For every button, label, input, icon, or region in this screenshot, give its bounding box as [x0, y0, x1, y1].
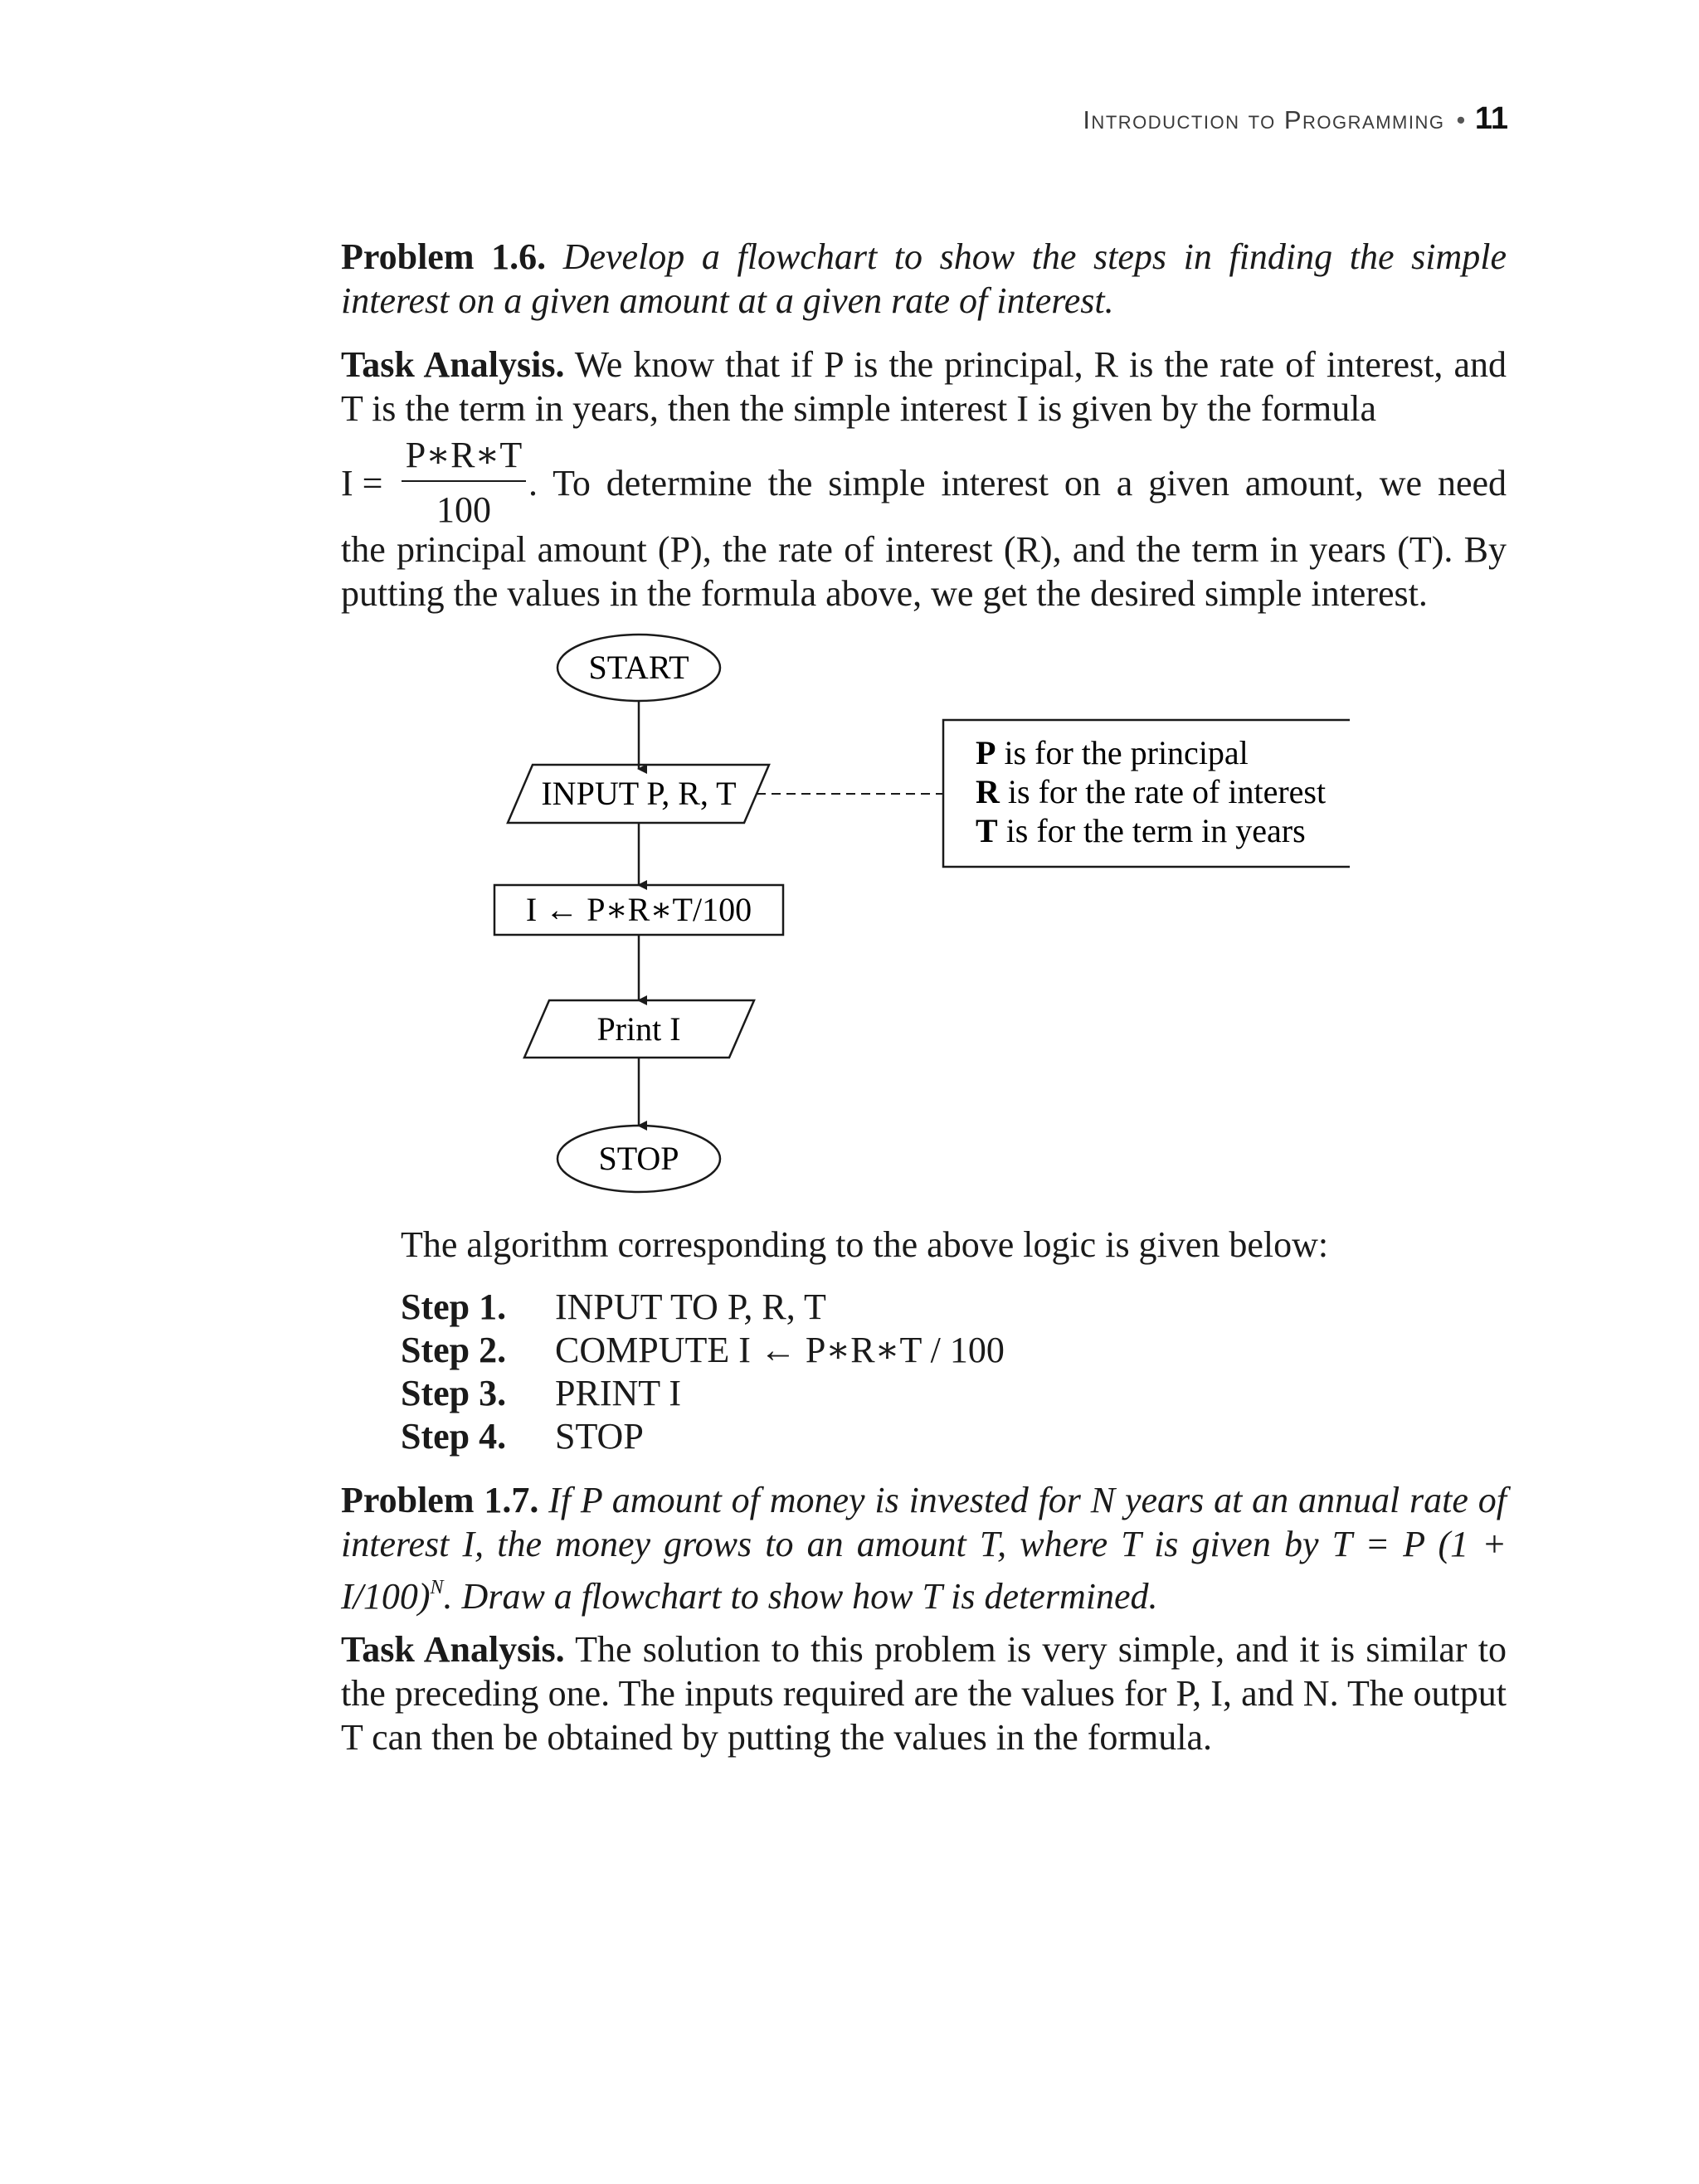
task-analysis-1-7: [341, 1627, 1507, 1759]
algorithm-intro: The algorithm corresponding to the above logic is given below:: [401, 1224, 1329, 1265]
running-title: Introduction to Programming: [1083, 105, 1445, 134]
annotation-line-r: R is for the rate of interest: [976, 773, 1327, 810]
step-label: Step 2.: [401, 1330, 507, 1370]
list-item: [401, 1372, 1005, 1415]
formula-trailing-text: . To determine the simple interest on a given amount, we need: [528, 463, 1507, 503]
algorithm-steps: [401, 1286, 1005, 1458]
annotation-line-t: T is for the term in years: [976, 812, 1306, 849]
task-analysis-continued-text: the principal amount (P), the rate of interest (R), and the term in years (T). By putting the values in the formula above, we get the desired simple interest.: [341, 529, 1507, 614]
input-label: INPUT P, R, T: [541, 775, 737, 812]
task-analysis-text: The solution to this problem is very simple, and it is similar to the preceding one. The inputs required are the values for P, I, and N. The output T can then be obtained by putting the values in the formula.: [341, 1629, 1507, 1758]
step-label: Step 3.: [401, 1373, 507, 1413]
problem-label: Problem 1.6.: [341, 236, 547, 277]
step-label: Step 1.: [401, 1287, 507, 1327]
list-item: [401, 1415, 1005, 1458]
step-text: STOP: [555, 1416, 644, 1457]
output-label: Print I: [596, 1010, 681, 1048]
process-label: I ← P∗R∗T/100: [525, 891, 752, 928]
list-item: [401, 1329, 1005, 1372]
formula-denominator: 100: [436, 489, 491, 530]
step-text: PRINT I: [555, 1373, 681, 1413]
formula-numerator: P∗R∗T: [405, 435, 523, 475]
problem-statement: If P amount of money is invested for N years at an annual rate of interest I, the money grows to an amount T, where T is given by T = P $(1 + I/100)^N$. Draw a flowchart to show how T is determined.: [341, 1480, 1507, 1617]
task-analysis-label: Task Analysis.: [341, 1629, 565, 1670]
step-text: INPUT TO P, R, T: [555, 1287, 826, 1327]
step-label: Step 4.: [401, 1416, 507, 1457]
step-text: COMPUTE I ← P∗R∗T / 100: [555, 1330, 1005, 1370]
page-number: 11: [1474, 101, 1508, 136]
annotation-line-p: P is for the principal: [976, 734, 1249, 771]
header-separator: •: [1456, 105, 1467, 134]
list-item: [401, 1286, 1005, 1329]
problem-1-7: [341, 1478, 1507, 1618]
start-label: START: [588, 649, 689, 686]
task-analysis-text: We know that if P is the principal, R is the rate of interest, and T is the term in years, then the simple interest I is given by the formula: [341, 344, 1507, 429]
problem-label: Problem 1.7.: [341, 1480, 539, 1520]
task-analysis-label: Task Analysis.: [341, 344, 565, 385]
problem-statement: Develop a flowchart to show the steps in finding the simple interest on a given amount at a given rate of interest.: [341, 236, 1507, 321]
formula-lhs: I =: [341, 463, 383, 503]
stop-label: STOP: [598, 1140, 679, 1177]
exponent-n: N: [430, 1577, 444, 1598]
